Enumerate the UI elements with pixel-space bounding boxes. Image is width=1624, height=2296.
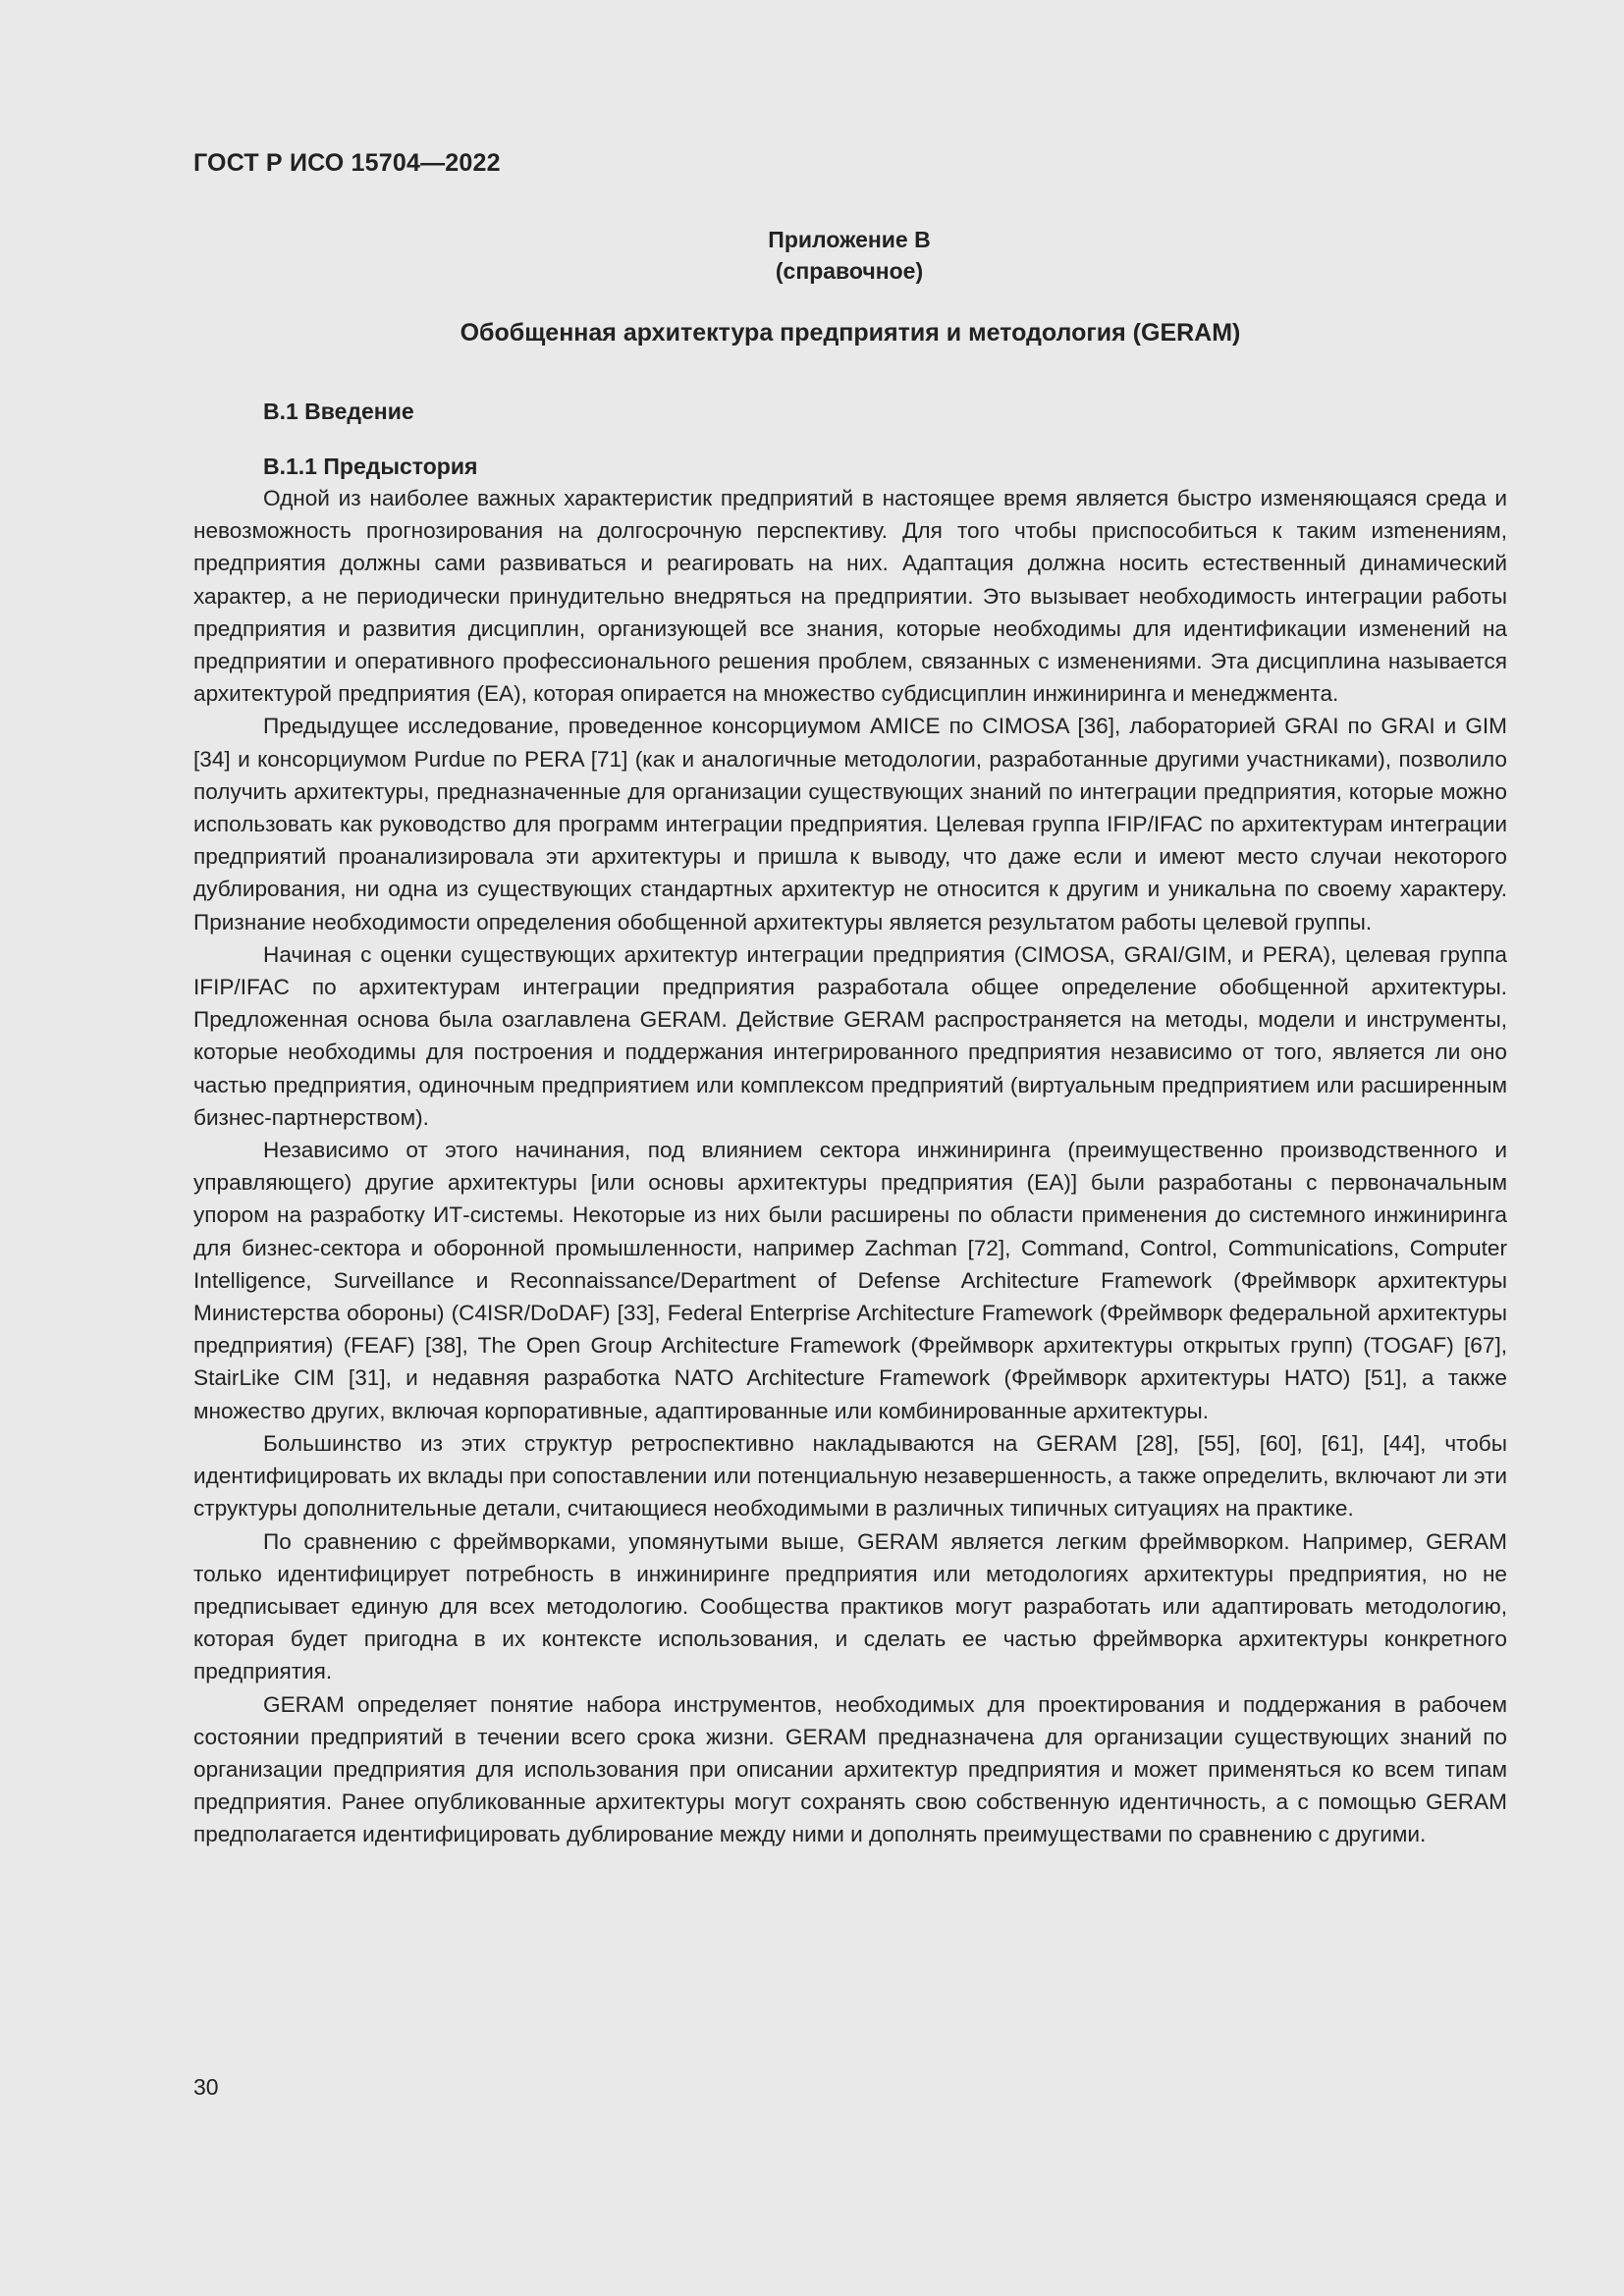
subsection-heading: В.1.1 Предыстория xyxy=(263,454,478,479)
paragraph-6: По сравнению с фреймворками, упомянутыми выше, GERAM является легким фреймворком. Например, GERAM только идентифицирует потребность в инжиниринге предприятия или методологиях архитектуры предприятия, но не предписывает единую для всех методологию. Сообщества практиков могут разработать или адаптировать методологию, которая будет пригодна в их контексте использования, и сделать ее частью фреймворка архитектуры конкретного предприятия. xyxy=(193,1528,1507,1684)
paragraph-2: Предыдущее исследование, проведенное консорциумом AMICE по CIMOSA [36], лабораторией GRAI по GRAI и GIM [34] и консорциумом Purdue по PERA [71] (как и аналогичные методологии, разработанные другими участниками), позволило получить архитектуры, предназначенные для организации существующих знаний по интеграции предприятия, которые можно использовать как руководство для программ интеграции предприятия. Целевая группа IFIP/IFAC по архитектурам интеграции предприятий проанализировала эти архитектуры и пришла к выводу, что даже если и имеют место случаи некоторого дублирования, ни одна из существующих стандартных архитектур не относится к другим и уникальна по своему характеру. Признание необходимости определения обобщенной архитектуры является результатом работы целевой группы. xyxy=(193,714,1507,934)
paragraph-4: Независимо от этого начинания, под влиянием сектора инжиниринга (преимущественно производственного и управляющего) другие архитектуры [или основы архитектуры предприятия (EA)] были разработаны с первоначальным упором на разработку ИТ-системы. Некоторые из них были расширены по области применения до системного инжиниринга для бизнес-сектора и оборонной промышленности, например Zachman [72], Command, Control, Communications, Computer Intelligence, Surveillance и Reconnaissance/Department of Defense Architecture Framework (Фреймворк архитектуры Министерства обороны) (C4ISR/DoDAF) [33], Federal Enterprise Architecture Framework (Фреймворк федеральной архитектуры предприятия) (FEAF) [38], The Open Group Architecture Framework (Фреймворк архитектуры открытых групп) (TOGAF) [67], StairLike CIM [31], и недавняя разработка NATO Architecture Framework (Фреймворк архитектуры НАТО) [51], а также множество других, включая корпоративные, адаптированные или комбинированные архитектуры. xyxy=(193,1138,1507,1423)
appendix-heading: Обобщенная архитектура предприятия и методология (GERAM) xyxy=(460,319,1241,347)
section-heading: В.1 Введение xyxy=(263,399,414,424)
paragraph-3: Начиная с оценки существующих архитектур интеграции предприятия (CIMOSA, GRAI/GIM, и PERA), целевая группа IFIP/IFAC по архитектурам интеграции предприятия разработала общее определение обобщенной архитектуры. Предложенная основа была озаглавлена GERAM. Действие GERAM распространяется на методы, модели и инструменты, которые необходимы для построения и поддержания интегрированного предприятия независимо от того, является ли оно частью предприятия, одиночным предприятием или комплексом предприятий (виртуальным предприятием или расширенным бизнес-партнерством). xyxy=(193,941,1507,1130)
body-text xyxy=(193,482,1507,1851)
paragraph-1: Одной из наиболее важных характеристик предприятий в настоящее время является быстро изменяющаяся среда и невозможность прогнозирования на долгосрочную перспективу. Для того чтобы приспособиться к таким изmенениям, предприятия должны сами развиваться и реагировать на них. Адаптация должна носить естественный динамический характер, а не периодически принудительно внедряться на предприятии. Это вызывает необходимость интеграции работы предприятия и развития дисциплин, организующей все знания, которые необходимы для идентификации изменений на предприятии и оперативного профессионального решения проблем, связанных с изменениями. Эта дисциплина называется архитектурой предприятия (EA), которая опирается на множество субдисциплин инжиниринга и менеджмента. xyxy=(193,486,1507,707)
page-number: 30 xyxy=(193,2074,219,2100)
paragraph-5: Большинство из этих структур ретроспективно накладываются на GERAM [28], [55], [60], [61], [44], чтобы идентифицировать их вклады при сопоставлении или потенциальную незавершенность, а также определить, включают ли эти структуры дополнительные детали, считающиеся необходимыми в различных типичных ситуациях на практике. xyxy=(193,1430,1507,1522)
paragraph-7: GERAM определяет понятие набора инструментов, необходимых для проектирования и поддержания в рабочем состоянии предприятий в течении всего срока жизни. GERAM предназначена для организации существующих знаний по организации предприятия для использования при описании архитектур предприятия и может применяться ко всем типам предприятия. Ранее опубликованные архитектуры могут сохранять свою собственную идентичность, а с помощью GERAM предполагается идентифицировать дублирование между ними и дополнять преимуществами по сравнению с другими. xyxy=(193,1691,1507,1847)
document-code: ГОСТ Р ИСО 15704—2022 xyxy=(193,149,501,177)
appendix-type: (справочное) xyxy=(775,258,924,284)
appendix-title: Приложение В xyxy=(768,227,931,252)
